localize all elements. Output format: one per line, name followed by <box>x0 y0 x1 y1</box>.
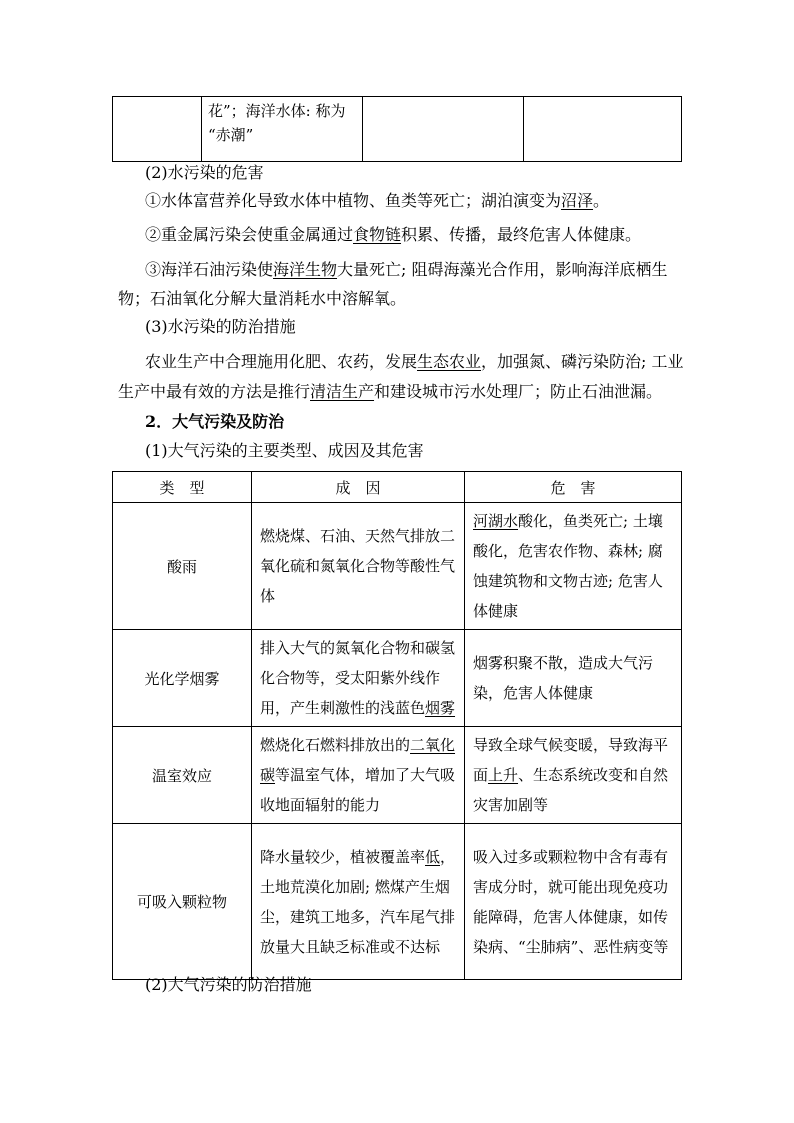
air-sub-heading-2: (2)大气污染的防治措施 <box>145 975 312 994</box>
air-sub-heading-1: (1)大气污染的主要类型、成因及其危害 <box>145 441 424 460</box>
row-cause: 燃烧化石燃料排放出的二氧化碳等温室气体，增加了大气吸收地面辐射的能力 <box>252 727 465 824</box>
empty-cell <box>524 97 682 162</box>
air-pollution-table <box>112 471 682 980</box>
row-type: 温室效应 <box>113 727 252 824</box>
red-tide-cell <box>202 97 363 162</box>
row-harm: 导致全球气候变暖，导致海平面上升、生态系统改变和自然灾害加剧等 <box>465 727 682 824</box>
row-type: 光化学烟雾 <box>113 630 252 727</box>
continued-table <box>112 96 682 162</box>
red-tide-line1: 花”；海洋水体: 称为 <box>208 102 346 120</box>
row-cause: 排入大气的氮氧化合物和碳氢化合物等，受太阳紫外线作用，产生刺激性的浅蓝色烟雾 <box>252 630 465 727</box>
table-row <box>113 503 682 630</box>
table-header-row <box>113 472 682 503</box>
empty-cell <box>113 97 202 162</box>
prevention-heading: (3)水污染的防治措施 <box>145 317 296 336</box>
table-row <box>113 97 682 162</box>
prevention-paragraph: 农业生产中合理施用化肥、农药，发展生态农业，加强氮、磷污染防治; 工业生产中最有效的方法是推行清洁生产和建设城市污水处理厂；防止石油泄漏。 <box>118 352 684 401</box>
empty-cell <box>363 97 524 162</box>
air-pollution-heading: 2．大气污染及防治 <box>145 412 285 431</box>
header-type: 类 型 <box>113 472 252 503</box>
row-harm: 河湖水酸化，鱼类死亡; 土壤酸化，危害农作物、森林; 腐蚀建筑物和文物古迹; 危害人体健康 <box>465 503 682 630</box>
red-tide-line2: “赤潮” <box>208 126 254 144</box>
row-type: 可吸入颗粒物 <box>113 824 252 980</box>
table-row <box>113 727 682 824</box>
harm-item-3: ③海洋石油污染使海洋生物大量死亡; 阻碍海藻光合作用，影响海洋底栖生物；石油氧化分解大量消耗水中溶解氧。 <box>118 260 668 308</box>
harm-item-2: ②重金属污染会使重金属通过食物链积累、传播，最终危害人体健康。 <box>145 225 642 244</box>
harm-item-1: ①水体富营养化导致水体中植物、鱼类等死亡；湖泊演变为沼泽。 <box>145 191 610 210</box>
table-row <box>113 630 682 727</box>
header-cause: 成 因 <box>252 472 465 503</box>
row-type: 酸雨 <box>113 503 252 630</box>
header-harm: 危 害 <box>465 472 682 503</box>
table-row <box>113 824 682 980</box>
row-cause: 降水量较少，植被覆盖率低，土地荒漠化加剧; 燃煤产生烟尘，建筑工地多，汽车尾气排放量大且缺乏标准或不达标 <box>252 824 465 980</box>
row-harm: 烟雾积聚不散，造成大气污染，危害人体健康 <box>465 630 682 727</box>
row-cause: 燃烧煤、石油、天然气排放二氧化硫和氮氧化合物等酸性气体 <box>252 503 465 630</box>
water-harm-heading: (2)水污染的危害 <box>145 163 264 182</box>
row-harm: 吸入过多或颗粒物中含有毒有害成分时，就可能出现免疫功能障碍，危害人体健康，如传染病、“尘肺病”、恶性病变等 <box>465 824 682 980</box>
